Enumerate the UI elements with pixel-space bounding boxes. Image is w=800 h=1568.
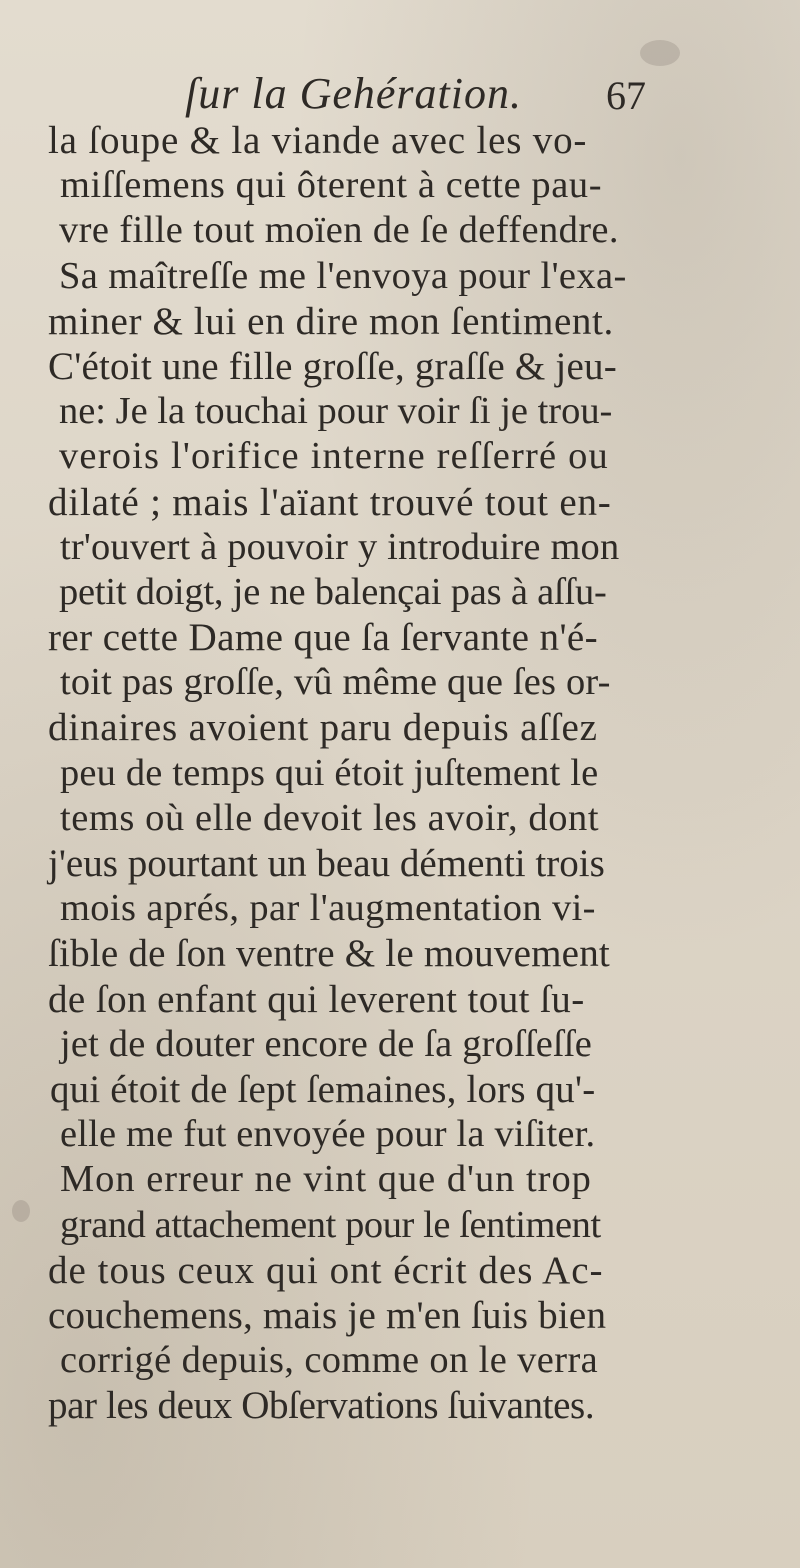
text-line: tr'ouvert à pouvoir y introduire mon [60,525,620,568]
text-line: Sa maîtreſſe me l'envoya pour l'exa- [59,254,627,297]
text-line: Mon erreur ne vint que d'un trop [60,1158,592,1201]
text-line: dilaté ; mais l'aïant trouvé tout en- [48,480,612,524]
text-line: grand attachement pour le ſentiment [60,1203,601,1246]
text-line: vre fille tout moïen de ſe deffendre. [59,209,619,252]
text-line: petit doigt, je ne balençai pas à aſſu- [59,570,607,613]
text-line: mois aprés, par l'augmentation vi- [60,887,596,930]
page-number: 67 [606,73,646,118]
text-line: ſible de ſon ventre & le mouvement [48,932,610,976]
body-text [0,118,800,1428]
text-line: par les deux Obſervations ſuivantes. [48,1384,595,1428]
text-line: corrigé depuis, comme on le verra [60,1339,599,1382]
text-line: miner & lui en dire mon ſentiment. [48,299,614,343]
text-line: C'étoit une fille groſſe, graſſe & jeu- [48,344,617,388]
text-line: rer cette Dame que ſa ſervante n'é- [48,616,599,660]
text-line: tems où elle devoit les avoir, dont [60,796,600,839]
text-line: elle me fut envoyée pour la viſiter. [60,1113,596,1156]
text-line: toit pas groſſe, vû même que ſes or- [60,661,611,704]
text-line: j'eus pourtant un beau démenti trois [48,842,605,885]
text-line: de ſon enfant qui leverent tout ſu- [48,977,585,1021]
running-title: ſur la Gehération. [185,69,522,118]
text-line: couchemens, mais je m'en ſuis bien [48,1293,607,1337]
text-line: peu de temps qui étoit juſtement le [60,751,599,794]
text-line: dinaires avoient paru depuis aſſez [48,706,598,750]
text-line: ne: Je la touchai pour voir ſi je trou- [59,390,613,433]
text-line: de tous ceux qui ont écrit des Ac- [48,1248,604,1292]
text-line: la ſoupe & la viande avec les vo- [48,119,588,162]
text-line: miſſemens qui ôterent à cette pau- [60,164,603,207]
text-line: verois l'orifice interne reſſerré ou [59,435,609,478]
text-line: qui étoit de ſept ſemaines, lors qu'- [50,1067,596,1111]
text-line: jet de douter encore de ſa groſſeſſe [60,1022,593,1065]
paper-stain [640,40,680,66]
